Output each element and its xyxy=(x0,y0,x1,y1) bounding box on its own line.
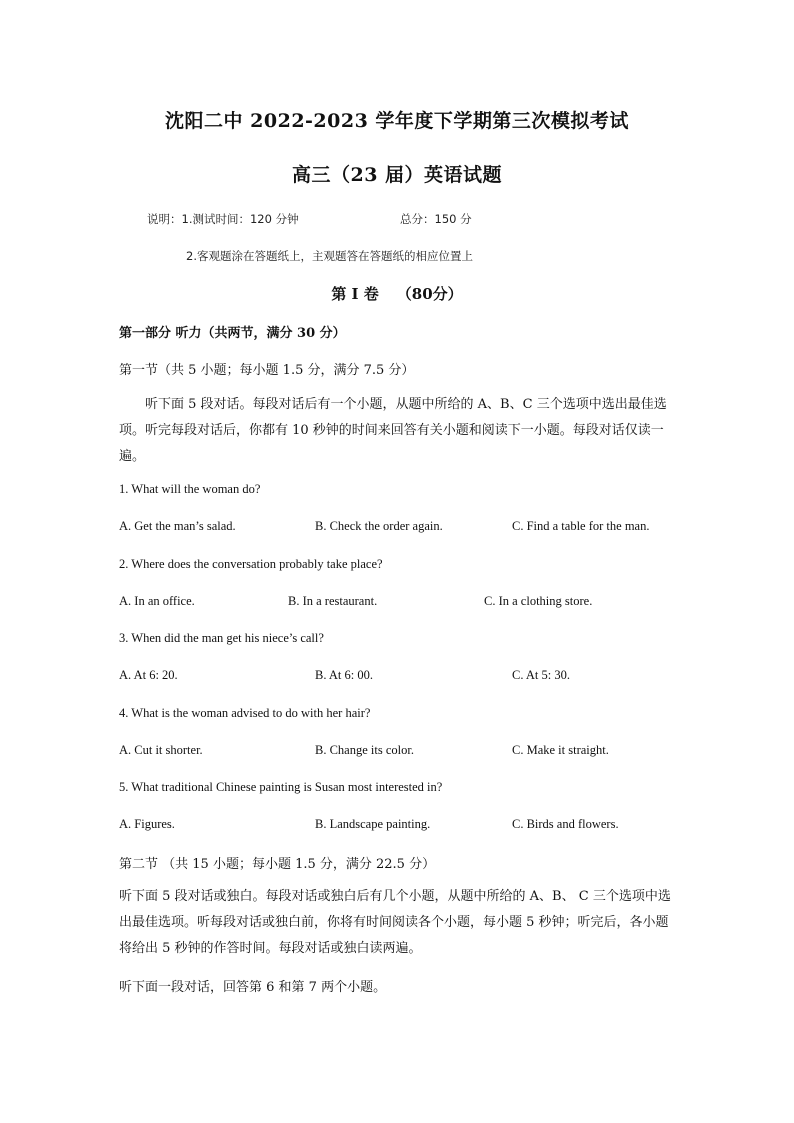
option-b: B. At 6: 00. xyxy=(315,668,373,682)
section2-heading: 第二节 （共 15 小题；每小题 1.5 分，满分 22.5 分） xyxy=(119,857,436,872)
option-b: B. Change its color. xyxy=(315,743,414,757)
exam-title: 沈阳二中 2022-2023 学年度下学期第三次模拟考试 xyxy=(165,110,629,132)
exam-subtitle: 高三（23 届）英语试题 xyxy=(291,164,503,186)
option-b: B. In a restaurant. xyxy=(288,594,378,608)
volume-heading xyxy=(0,283,794,304)
option-c: C. Birds and flowers. xyxy=(512,817,619,831)
question-stem: 5. What traditional Chinese painting is Susan most interested in? xyxy=(119,780,443,794)
part1-heading: 第一部分 听力（共两节，满分 30 分） xyxy=(119,326,346,341)
option-c: C. At 5: 30. xyxy=(512,668,570,682)
dialogue-intro: 听下面一段对话，回答第 6 和第 7 两个小题。 xyxy=(119,980,387,995)
option-c: C. Find a table for the man. xyxy=(512,519,650,533)
section1-heading: 第一节（共 5 小题；每小题 1.5 分，满分 7.5 分） xyxy=(119,363,415,378)
option-c: C. Make it straight. xyxy=(512,743,609,757)
option-a: A. Cut it shorter. xyxy=(119,743,203,757)
section2-instructions: 听下面 5 段对话或独白。每段对话或独白后有几个小题，从题中所给的 A、B、 C 三个选项中选出最佳选项。听每段对话或独白前，你将有时间阅读各个小题，每小题 5 秒钟；听完后，各小题将给出 5 秒钟的作答时间。每段对话或独白读两遍。 xyxy=(119,889,671,956)
option-a: A. In an office. xyxy=(119,594,195,608)
question-stem: 3. When did the man get his niece’s call? xyxy=(119,631,324,645)
option-a: A. Get the man’s salad. xyxy=(119,519,236,533)
option-b: B. Landscape painting. xyxy=(315,817,431,831)
option-a: A. Figures. xyxy=(119,817,175,831)
question-stem: 1. What will the woman do? xyxy=(119,482,261,496)
question-stem: 2. Where does the conversation probably take place? xyxy=(119,557,383,571)
note-answer-sheet: 2.客观题涂在答题纸上，主观题答在答题纸的相应位置上 xyxy=(186,249,473,263)
option-b: B. Check the order again. xyxy=(315,519,443,533)
section1-instructions: 听下面 5 段对话。每段对话后有一个小题，从题中所给的 A、B、C 三个选项中选出最佳选项。听完每段对话后，你都有 10 秒钟的时间来回答有关小题和阅读下一小题。每段对话仅读一遍。 xyxy=(119,397,667,464)
option-c: C. In a clothing store. xyxy=(484,594,593,608)
question-stem: 4. What is the woman advised to do with her hair? xyxy=(119,706,371,720)
note-total: 总分：150 分 xyxy=(400,212,472,226)
volume-score: （80分） xyxy=(396,285,463,303)
volume-title: 第 I 卷 xyxy=(331,285,379,303)
option-a: A. At 6: 20. xyxy=(119,668,178,682)
note-time: 说明：1.测试时间：120 分钟 xyxy=(147,212,299,226)
